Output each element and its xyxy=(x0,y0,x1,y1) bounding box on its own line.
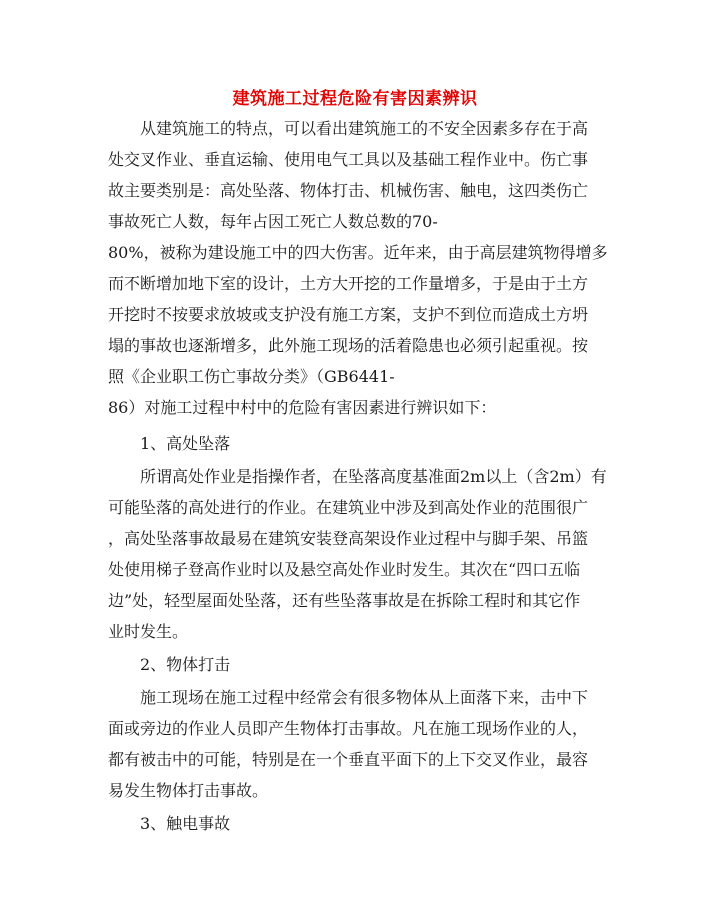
paragraph-line: 照《企业职工伤亡事故分类》（GB6441- xyxy=(108,367,395,386)
paragraph-line: 开挖时不按要求放坡或支护没有施工方案，支护不到位而造成土方坍 xyxy=(108,305,589,324)
paragraph-line: 86）对施工过程中村中的危险有害因素进行辨识如下： xyxy=(108,398,497,417)
paragraph-line: 面或旁边的作业人员即产生物体打击事故。凡在施工现场作业的人， xyxy=(108,719,589,738)
paragraph-line: 施工现场在施工过程中经常会有很多物体从上面落下来，击中下 xyxy=(140,688,589,707)
paragraph-line: 可能坠落的高处进行的作业。在建筑业中涉及到高处作业的范围很广 xyxy=(108,498,589,517)
document-title: 建筑施工过程危险有害因素辨识 xyxy=(232,89,478,109)
paragraph-line: 处交叉作业、垂直运输、使用电气工具以及基础工程作业中。伤亡事 xyxy=(108,150,589,169)
section-heading: 1、高处坠落 xyxy=(140,434,231,453)
paragraph-line: 易发生物体打击事故。 xyxy=(108,781,269,800)
paragraph-line: 边”处，轻型屋面处坠落，还有些坠落事故是在拆除工程时和其它作 xyxy=(108,591,581,610)
paragraph-line: 故主要类别是：高处坠落、物体打击、机械伤害、触电，这四类伤亡 xyxy=(108,181,589,200)
paragraph-line: 都有被击中的可能，特别是在一个垂直平面下的上下交叉作业，最容 xyxy=(108,750,589,769)
section-heading: 2、物体打击 xyxy=(140,655,231,674)
paragraph-line: 塌的事故也逐渐增多，此外施工现场的活着隐患也必须引起重视。按 xyxy=(108,336,589,355)
section-heading: 3、触电事故 xyxy=(140,814,231,833)
paragraph-line: 从建筑施工的特点，可以看出建筑施工的不安全因素多存在于高 xyxy=(140,119,589,138)
paragraph-line: 而不断增加地下室的设计，土方大开挖的工作量增多，于是由于土方 xyxy=(108,274,589,293)
paragraph-line: 事故死亡人数，每年占因工死亡人数总数的70- xyxy=(108,212,438,231)
paragraph-line: 80%，被称为建设施工中的四大伤害。近年来，由于高层建筑物得增多 xyxy=(108,243,608,262)
paragraph-line: 处使用梯子登高作业时以及悬空高处作业时发生。其次在“四口五临 xyxy=(108,560,581,579)
paragraph-line: 所谓高处作业是指操作者，在坠落高度基准面2m以上（含2m）有 xyxy=(140,467,607,486)
paragraph-line: 业时发生。 xyxy=(108,622,189,641)
paragraph-line: ，高处坠落事故最易在建筑安装登高架设作业过程中与脚手架、吊篮 xyxy=(108,529,589,548)
